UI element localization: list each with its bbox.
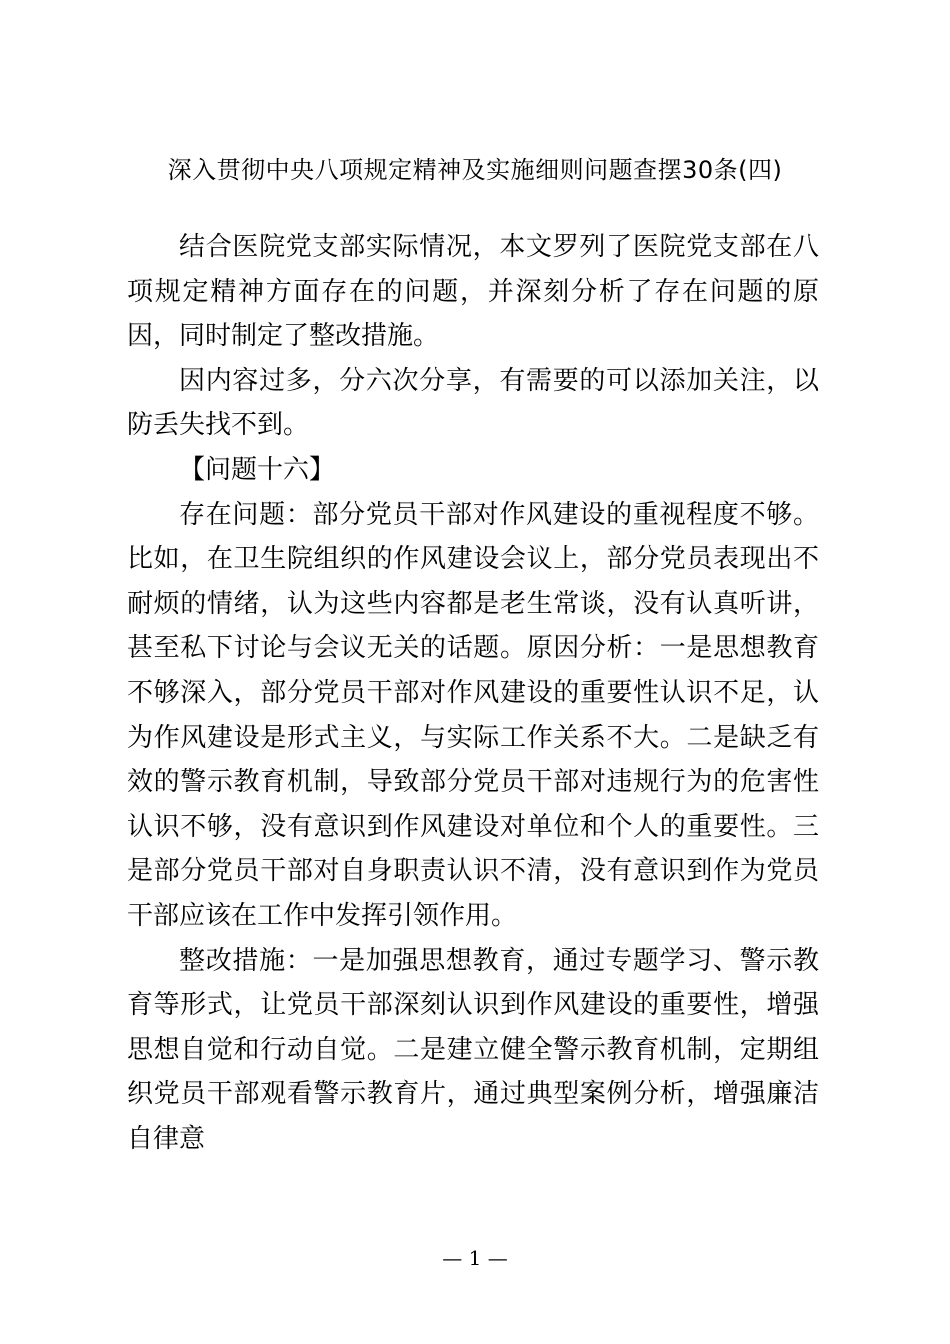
paragraph-problem: 存在问题：部分党员干部对作风建设的重视程度不够。比如，在卫生院组织的作风建设会议上，部分党员表现出不耐烦的情绪，认为这些内容都是老生常谈，没有认真听讲，甚至私下讨论与会议无关的话题。原因分析：一是思想教育不够深入，部分党员干部对作风建设的重要性认识不足，认为作风建设是形式主义，与实际工作关系不大。二是缺乏有效的警示教育机制，导致部分党员干部对违规行为的危害性认识不够，没有意识到作风建设对单位和个人的重要性。三是部分党员干部对自身职责认识不清，没有意识到作为党员干部应该在工作中发挥引领作用。 — [127, 499, 819, 931]
document-title: 深入贯彻中央八项规定精神及实施细则问题查摆30条(四) — [167, 156, 783, 184]
paragraph-notice: 因内容过多，分六次分享，有需要的可以添加关注，以防丢失找不到。 — [127, 365, 819, 441]
document-body — [127, 225, 819, 1161]
section-heading: 【问题十六】 — [179, 454, 336, 485]
paragraph-intro: 结合医院党支部实际情况，本文罗列了医院党支部在八项规定精神方面存在的问题，并深刻分析了存在问题的原因，同时制定了整改措施。 — [127, 232, 819, 352]
page-number: — 1 — — [442, 1246, 508, 1270]
paragraph-measures: 整改措施：一是加强思想教育，通过专题学习、警示教育等形式，让党员干部深刻认识到作风建设的重要性，增强思想自觉和行动自觉。二是建立健全警示教育机制，定期组织党员干部观看警示教育片，通过典型案例分析，增强廉洁自律意 — [127, 945, 819, 1154]
